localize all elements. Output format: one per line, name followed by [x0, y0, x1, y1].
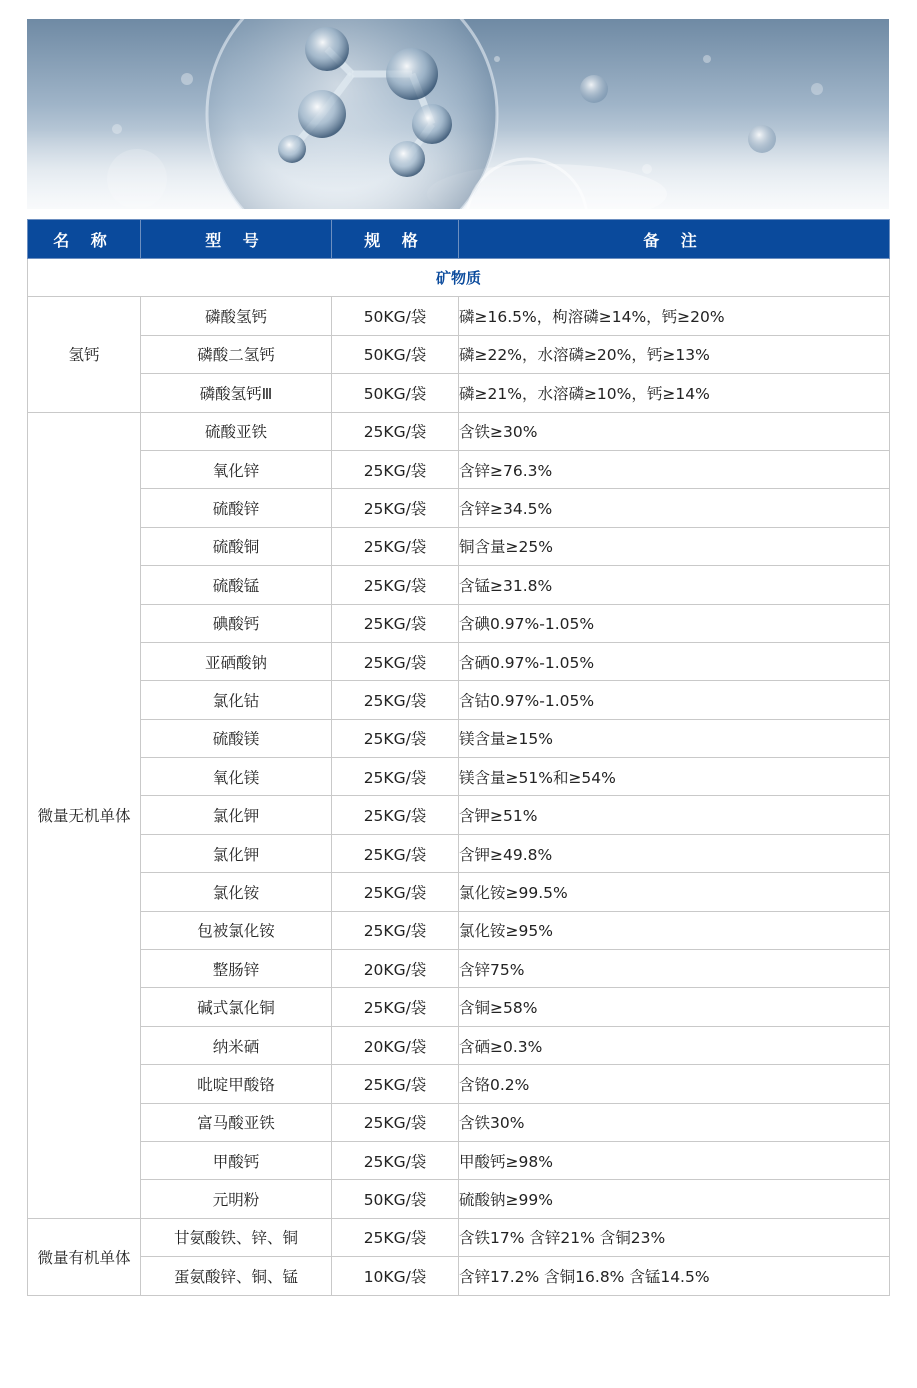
note-cell: 含铁≥30%	[459, 412, 890, 450]
table-header-row	[28, 220, 890, 259]
header-note: 备 注	[459, 220, 890, 259]
spec-cell: 25KG/袋	[332, 1103, 459, 1141]
table-row	[28, 566, 890, 604]
table-row	[28, 1141, 890, 1179]
model-cell: 氧化镁	[141, 758, 332, 796]
spec-cell: 25KG/袋	[332, 604, 459, 642]
note-cell: 含钴0.97%-1.05%	[459, 681, 890, 719]
molecule-banner-image	[27, 19, 889, 209]
note-cell: 磷≥21%，水溶磷≥10%，钙≥14%	[459, 374, 890, 412]
note-cell: 磷≥22%，水溶磷≥20%，钙≥13%	[459, 335, 890, 373]
spec-cell: 25KG/袋	[332, 566, 459, 604]
group-name-cell: 微量无机单体	[28, 412, 141, 1218]
section-row	[28, 259, 890, 297]
model-cell: 富马酸亚铁	[141, 1103, 332, 1141]
model-cell: 氯化铵	[141, 873, 332, 911]
note-cell: 含锌≥76.3%	[459, 450, 890, 488]
spec-cell: 25KG/袋	[332, 758, 459, 796]
table-row	[28, 604, 890, 642]
spec-cell: 25KG/袋	[332, 834, 459, 872]
model-cell: 氯化钴	[141, 681, 332, 719]
table-row	[28, 297, 890, 335]
table-row	[28, 374, 890, 412]
model-cell: 磷酸二氢钙	[141, 335, 332, 373]
spec-cell: 50KG/袋	[332, 374, 459, 412]
note-cell: 硫酸钠≥99%	[459, 1180, 890, 1218]
table-row	[28, 450, 890, 488]
note-cell: 含钾≥49.8%	[459, 834, 890, 872]
molecule-illustration	[27, 19, 889, 209]
note-cell: 含锰≥31.8%	[459, 566, 890, 604]
section-title: 矿物质	[28, 259, 890, 297]
mineral-spec-table	[27, 219, 890, 1296]
group-name-cell: 微量有机单体	[28, 1218, 141, 1295]
spec-cell: 50KG/袋	[332, 297, 459, 335]
model-cell: 甲酸钙	[141, 1141, 332, 1179]
model-cell: 硫酸锰	[141, 566, 332, 604]
model-cell: 甘氨酸铁、锌、铜	[141, 1218, 332, 1256]
note-cell: 甲酸钙≥98%	[459, 1141, 890, 1179]
table-row	[28, 1026, 890, 1064]
spec-cell: 25KG/袋	[332, 796, 459, 834]
model-cell: 硫酸亚铁	[141, 412, 332, 450]
note-cell: 含硒0.97%-1.05%	[459, 642, 890, 680]
model-cell: 硫酸铜	[141, 527, 332, 565]
note-cell: 镁含量≥15%	[459, 719, 890, 757]
spec-cell: 25KG/袋	[332, 988, 459, 1026]
model-cell: 氯化钾	[141, 834, 332, 872]
table-row	[28, 988, 890, 1026]
table-row	[28, 335, 890, 373]
model-cell: 氧化锌	[141, 450, 332, 488]
table-row	[28, 527, 890, 565]
note-cell: 氯化铵≥95%	[459, 911, 890, 949]
table-row	[28, 1180, 890, 1218]
header-spec: 规 格	[332, 220, 459, 259]
note-cell: 含碘0.97%-1.05%	[459, 604, 890, 642]
table-row	[28, 719, 890, 757]
model-cell: 蛋氨酸锌、铜、锰	[141, 1257, 332, 1295]
spec-cell: 20KG/袋	[332, 950, 459, 988]
table-row	[28, 796, 890, 834]
spec-cell: 25KG/袋	[332, 719, 459, 757]
model-cell: 硫酸锌	[141, 489, 332, 527]
model-cell: 碱式氯化铜	[141, 988, 332, 1026]
table-row	[28, 1103, 890, 1141]
header-model: 型 号	[141, 220, 332, 259]
spec-cell: 25KG/袋	[332, 681, 459, 719]
header-name: 名 称	[28, 220, 141, 259]
spec-cell: 20KG/袋	[332, 1026, 459, 1064]
table-row	[28, 489, 890, 527]
model-cell: 吡啶甲酸铬	[141, 1065, 332, 1103]
table-row	[28, 412, 890, 450]
model-cell: 氯化钾	[141, 796, 332, 834]
model-cell: 整肠锌	[141, 950, 332, 988]
group-name-cell: 氢钙	[28, 297, 141, 412]
spec-cell: 25KG/袋	[332, 450, 459, 488]
table-row	[28, 642, 890, 680]
spec-cell: 10KG/袋	[332, 1257, 459, 1295]
table-row	[28, 1218, 890, 1256]
table-row	[28, 758, 890, 796]
note-cell: 含铜≥58%	[459, 988, 890, 1026]
table-row	[28, 1257, 890, 1295]
note-cell: 镁含量≥51%和≥54%	[459, 758, 890, 796]
spec-cell: 25KG/袋	[332, 489, 459, 527]
spec-cell: 50KG/袋	[332, 1180, 459, 1218]
spec-cell: 25KG/袋	[332, 412, 459, 450]
note-cell: 含锌17.2% 含铜16.8% 含锰14.5%	[459, 1257, 890, 1295]
note-cell: 氯化铵≥99.5%	[459, 873, 890, 911]
model-cell: 磷酸氢钙	[141, 297, 332, 335]
table-row	[28, 950, 890, 988]
model-cell: 纳米硒	[141, 1026, 332, 1064]
table-row	[28, 681, 890, 719]
table-row	[28, 911, 890, 949]
table-row	[28, 834, 890, 872]
spec-cell: 25KG/袋	[332, 873, 459, 911]
table-row	[28, 873, 890, 911]
model-cell: 元明粉	[141, 1180, 332, 1218]
spec-cell: 25KG/袋	[332, 1141, 459, 1179]
spec-cell: 25KG/袋	[332, 911, 459, 949]
model-cell: 磷酸氢钙Ⅲ	[141, 374, 332, 412]
note-cell: 含锌≥34.5%	[459, 489, 890, 527]
spec-cell: 25KG/袋	[332, 642, 459, 680]
model-cell: 亚硒酸钠	[141, 642, 332, 680]
note-cell: 含铁30%	[459, 1103, 890, 1141]
note-cell: 含铁17% 含锌21% 含铜23%	[459, 1218, 890, 1256]
note-cell: 磷≥16.5%，枸溶磷≥14%，钙≥20%	[459, 297, 890, 335]
note-cell: 铜含量≥25%	[459, 527, 890, 565]
model-cell: 包被氯化铵	[141, 911, 332, 949]
table-row	[28, 1065, 890, 1103]
spec-cell: 25KG/袋	[332, 1065, 459, 1103]
spec-cell: 25KG/袋	[332, 1218, 459, 1256]
model-cell: 硫酸镁	[141, 719, 332, 757]
spec-cell: 25KG/袋	[332, 527, 459, 565]
note-cell: 含硒≥0.3%	[459, 1026, 890, 1064]
note-cell: 含钾≥51%	[459, 796, 890, 834]
model-cell: 碘酸钙	[141, 604, 332, 642]
note-cell: 含锌75%	[459, 950, 890, 988]
spec-cell: 50KG/袋	[332, 335, 459, 373]
note-cell: 含铬0.2%	[459, 1065, 890, 1103]
